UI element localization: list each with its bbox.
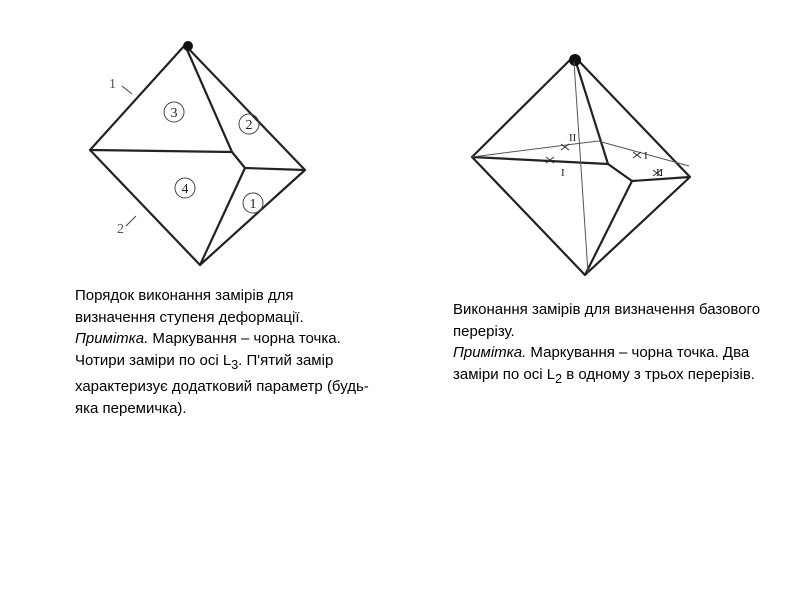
note-end: в одному xyxy=(562,365,630,383)
crystal-octahedron-right xyxy=(460,40,710,285)
ridge-top xyxy=(185,45,232,152)
ridge-center xyxy=(608,164,632,181)
measure-label-II-right: II xyxy=(656,167,664,179)
face-label-4: 4 xyxy=(181,182,189,197)
axis-subscript: 3 xyxy=(231,357,239,372)
face-label-1: 1 xyxy=(249,197,257,212)
note-text: Маркування – чорна точка. Чотири заміри по осі L xyxy=(75,330,341,369)
base-section-measurement-diagram xyxy=(460,40,710,285)
note-end: . xyxy=(238,351,243,369)
deformation-measurement-diagram xyxy=(70,30,330,280)
ridge-center xyxy=(232,152,245,168)
caption-extra: з трьох перерізів. xyxy=(633,365,755,383)
note-label: Примітка. xyxy=(453,344,527,361)
face-label-3: 3 xyxy=(170,106,178,121)
marking-dot xyxy=(183,41,193,51)
note-text: Маркування – чорна точка. Два заміри по осі L xyxy=(453,344,750,383)
caption-extra: П'ятий замір характеризує додатковий параметр (будь-яка перемичка). xyxy=(75,351,369,417)
ridge-left xyxy=(90,150,232,152)
caption-title: Виконання замірів для визначення базового перерізу. xyxy=(453,301,761,340)
pointer-line-2 xyxy=(126,216,136,226)
crystal-octahedron-left xyxy=(70,30,330,280)
ridge-right xyxy=(245,168,305,170)
section-line-upper xyxy=(472,141,598,157)
measure-label-II-top: II xyxy=(569,132,577,144)
face-label-2: 2 xyxy=(245,118,253,133)
caption-deformation xyxy=(75,285,375,419)
ridge-left xyxy=(472,157,608,164)
measure-label-I-left: I xyxy=(561,167,565,179)
pointer-line-1 xyxy=(122,86,132,94)
ridge-bottom xyxy=(585,181,632,275)
marking-dot xyxy=(569,54,581,66)
ridge-bottom xyxy=(200,168,245,265)
pointer-label-2: 2 xyxy=(117,222,124,237)
measure-label-I-right: I xyxy=(644,150,648,162)
pointer-label-1: 1 xyxy=(109,77,116,92)
caption-title: Порядок виконання замірів для визначення ступеня деформації. xyxy=(75,287,304,326)
axis-subscript: 2 xyxy=(555,371,563,386)
note-label: Примітка. xyxy=(75,330,149,347)
caption-base-section xyxy=(453,299,763,390)
